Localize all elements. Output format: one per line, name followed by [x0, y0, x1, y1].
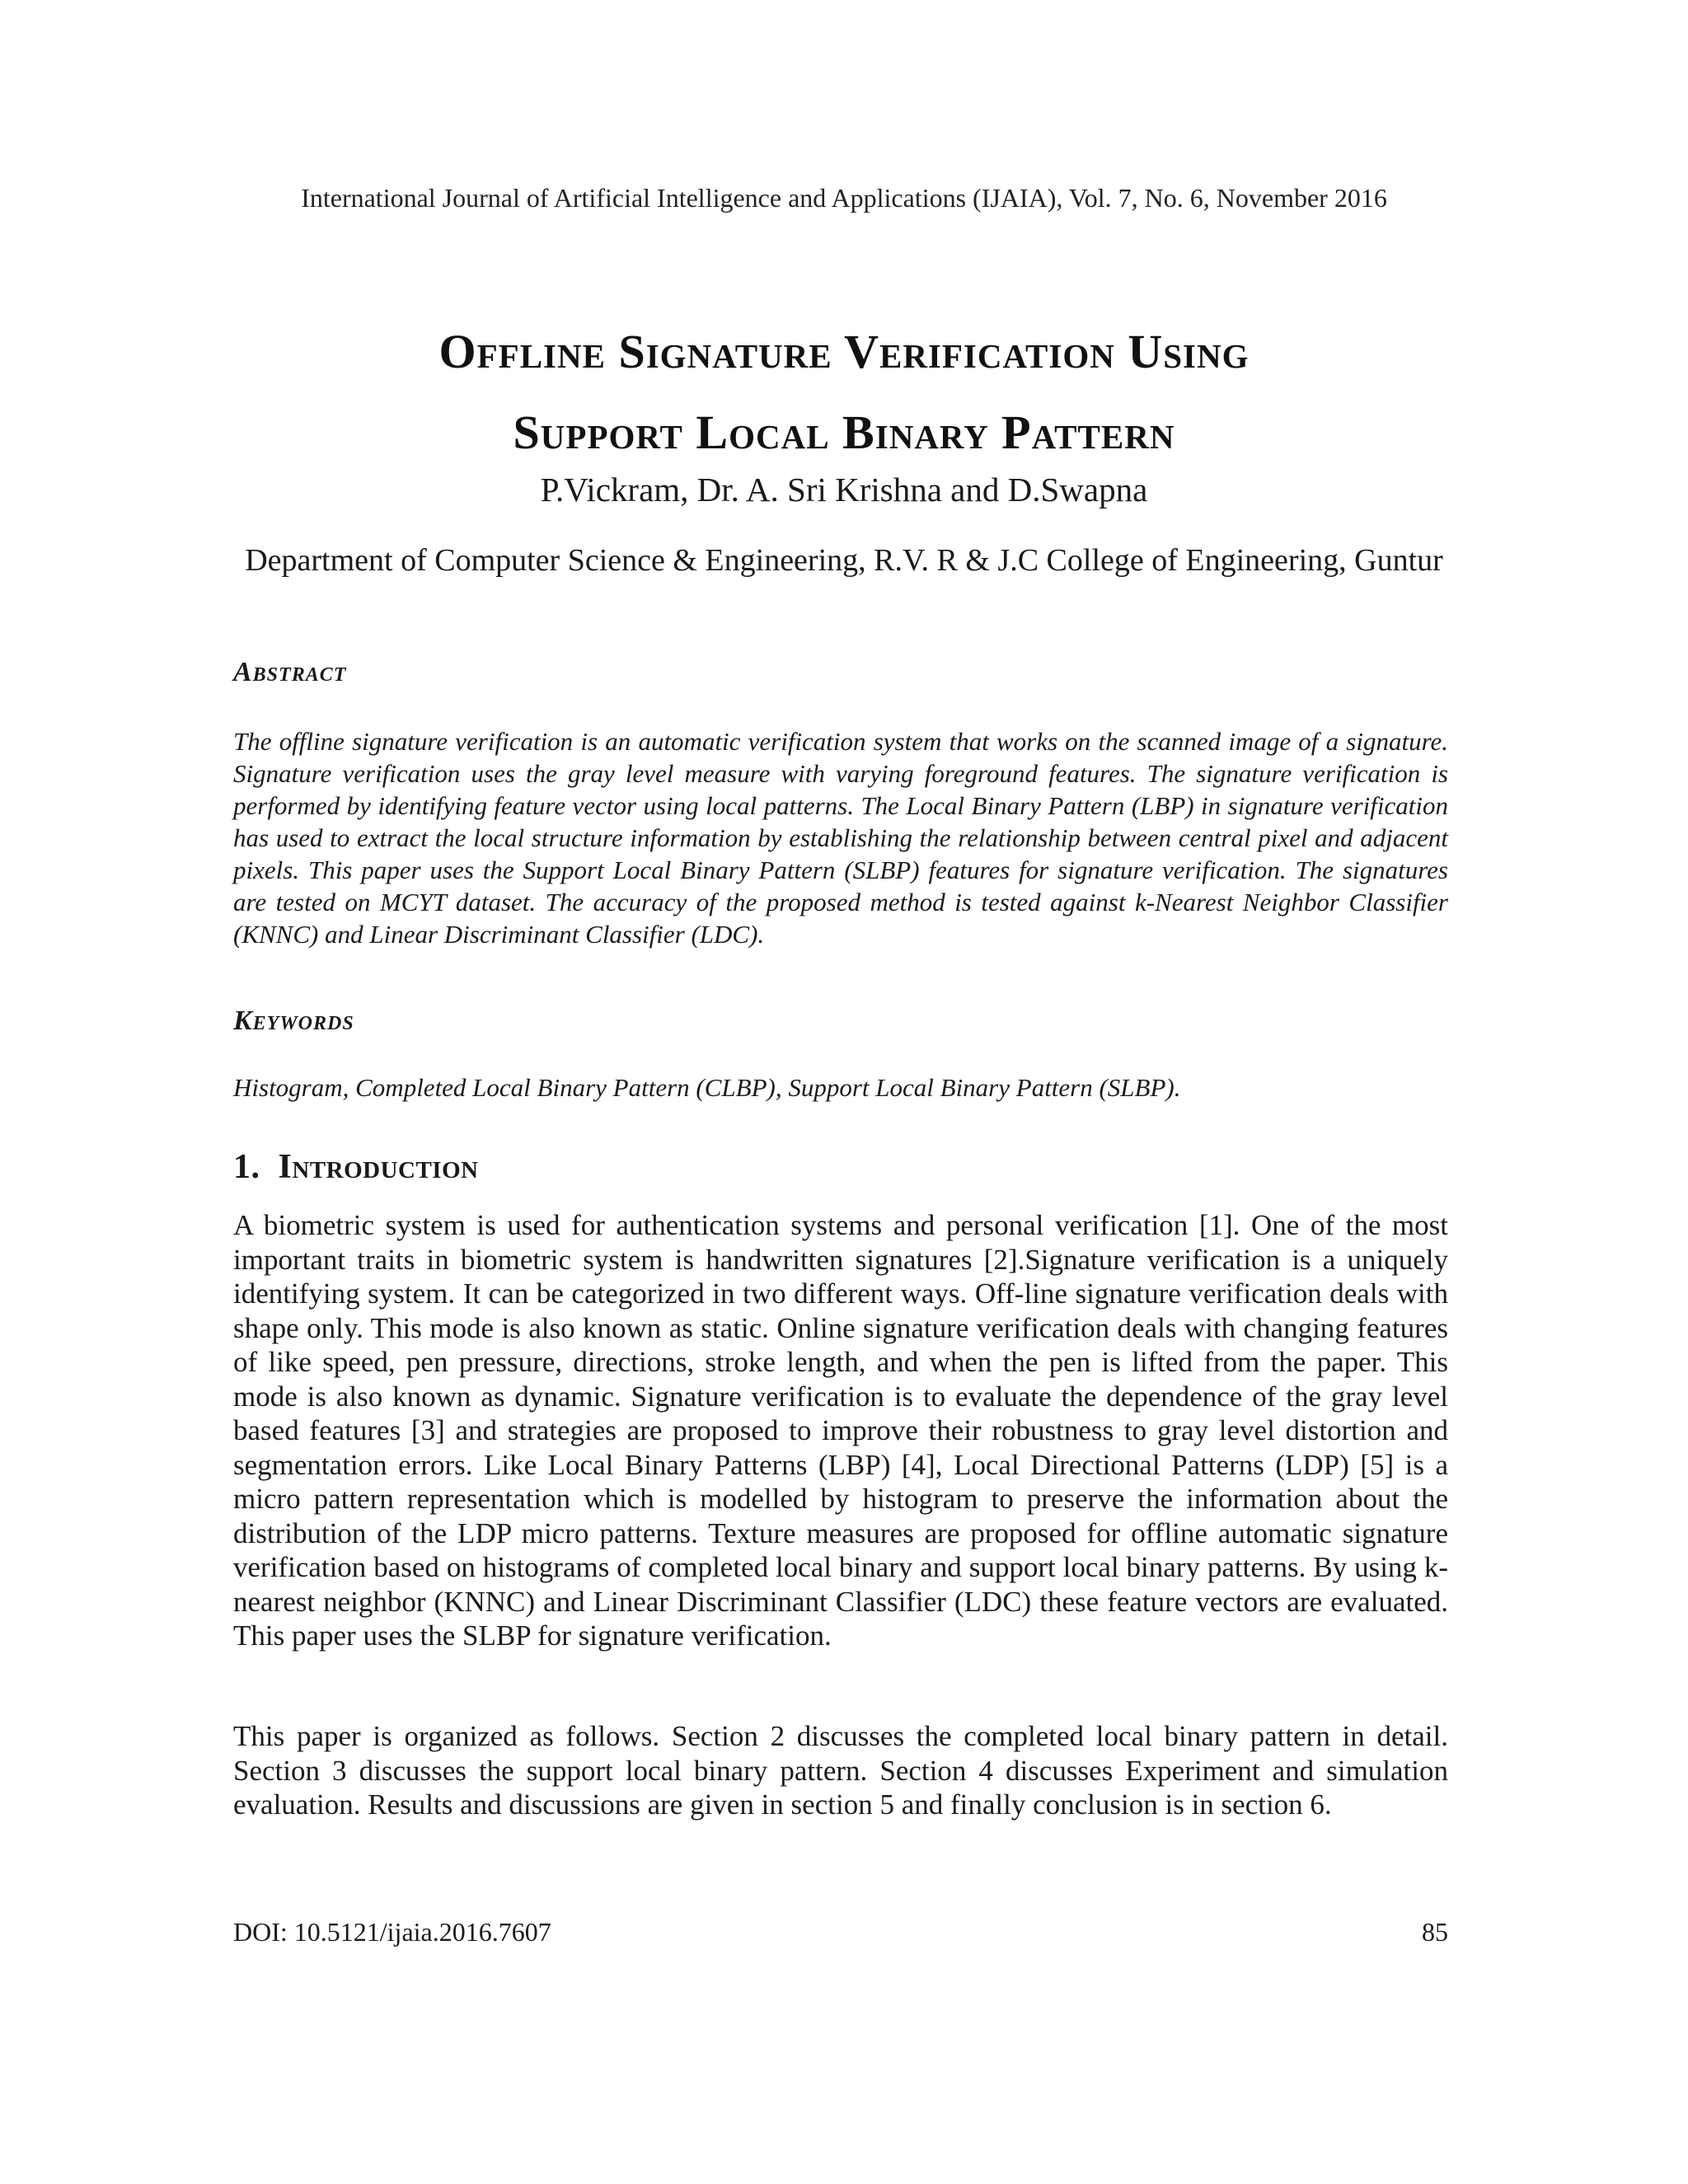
keywords-heading: Keywords [233, 1005, 354, 1036]
introduction-paragraph-2: This paper is organized as follows. Section 2 discusses the completed local binary pattern in detail. Section 3 discusses the support local binary pattern. Section 4 discusses Experiment and simulation evaluation. Results and discussions are given in section 5 and finally conclusion is in section 6. [233, 1720, 1448, 1821]
introduction-heading [233, 1147, 479, 1187]
section-title: Introduction [278, 1148, 479, 1186]
author-list: P.Vickram, Dr. A. Sri Krishna and D.Swapna [540, 471, 1148, 509]
paper-title-line-1: Offline Signature Verification Using [438, 325, 1250, 378]
introduction-paragraph-1: A biometric system is used for authentication systems and personal verification [1]. One of the most important traits in biometric system is handwritten signatures [2].Signature verification is a uniquely identifying system. It can be categorized in two different ways. Off-line signature verification deals with shape only. This mode is also known as static. Online signature verification deals with changing features of like speed, pen pressure, directions, stroke length, and when the pen is lifted from the paper. This mode is also known as dynamic. Signature verification is to evaluate the dependence of the gray level based features [3] and strategies are proposed to improve their robustness to gray level distortion and segmentation errors. Like Local Binary Patterns (LBP) [4], Local Directional Patterns (LDP) [5] is a micro pattern representation which is modelled by histogram to preserve the information about the distribution of the LDP micro patterns. Texture measures are proposed for offline automatic signature verification based on histograms of completed local binary and support local binary patterns. By using k-nearest neighbor (KNNC) and Linear Discriminant Classifier (LDC) these feature vectors are evaluated. This paper uses the SLBP for signature verification. [233, 1209, 1448, 1652]
running-header: International Journal of Artificial Intelligence and Applications (IJAIA), Vol. 7, No. 6, November 2016 [301, 183, 1387, 213]
footer-doi: DOI: 10.5121/ijaia.2016.7607 [233, 1917, 551, 1947]
paper-title [165, 312, 1523, 473]
page-number: 85 [1422, 1917, 1448, 1947]
abstract-text: The offline signature verification is an automatic verification system that works on the scanned image of a signature. Signature verification uses the gray level measure with varying foreground features. The signature verification is performed by identifying feature vector using local patterns. The Local Binary Pattern (LBP) in signature verification has used to extract the local structure information by establishing the relationship between central pixel and adjacent pixels. This paper uses the Support Local Binary Pattern (SLBP) features for signature verification. The signatures are tested on MCYT dataset. The accuracy of the proposed method is tested against k-Nearest Neighbor Classifier (KNNC) and Linear Discriminant Classifier (LDC). [233, 727, 1448, 949]
affiliation: Department of Computer Science & Engineering, R.V. R & J.C College of Engineering, Guntur [245, 543, 1443, 578]
keywords-text: Histogram, Completed Local Binary Pattern (CLBP), Support Local Binary Pattern (SLBP). [233, 1073, 1181, 1102]
section-number: 1. [233, 1148, 260, 1186]
paper-title-line-2: Support Local Binary Pattern [513, 405, 1175, 459]
abstract-heading: Abstract [233, 657, 347, 687]
